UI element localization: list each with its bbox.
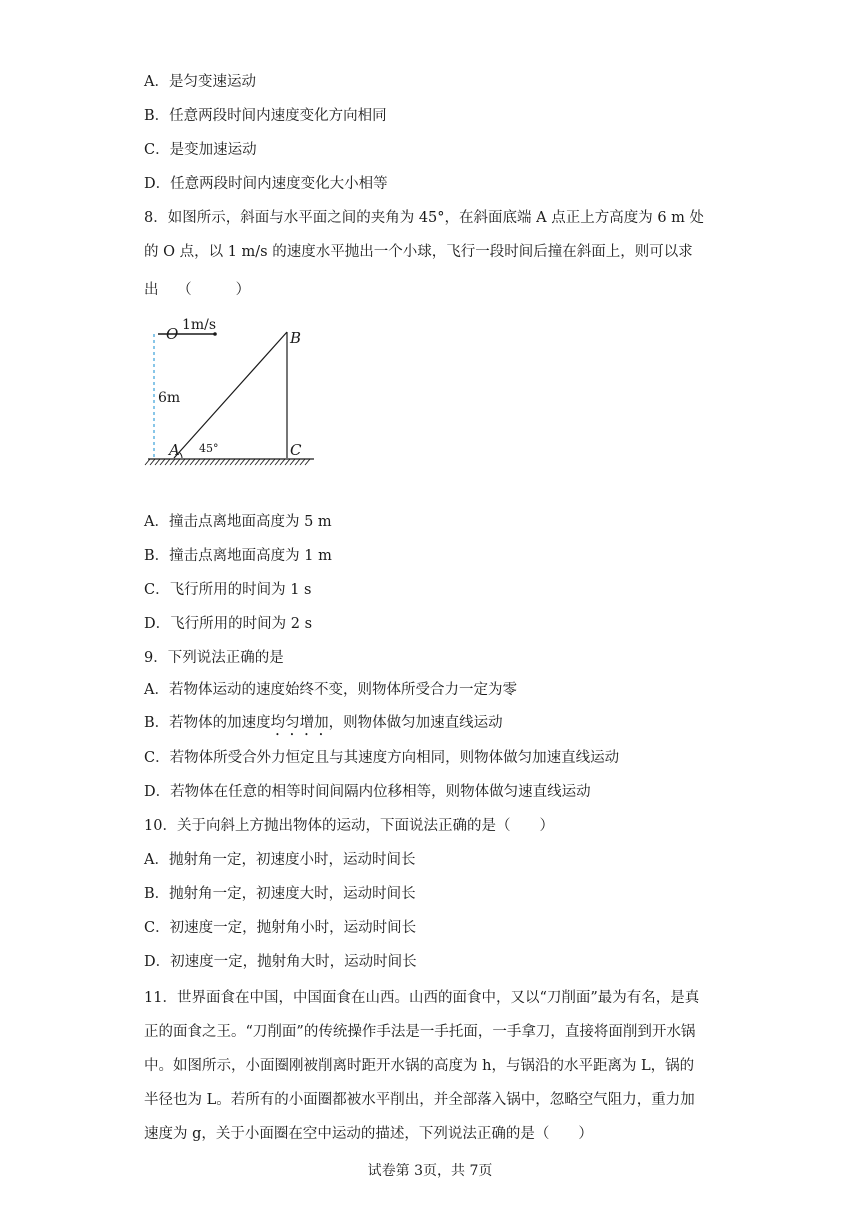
q10-option-b: B．抛射角一定，初速度大时，运动时间长: [144, 886, 416, 902]
answer-paren-open: （: [177, 282, 192, 298]
hatch-stroke: [205, 459, 210, 465]
ground-hatching: [145, 459, 310, 465]
q11-stem-line4: 半径也为 L。若所有的小面圈都被水平削出，并全部落入锅中，忽略空气阻力，重力加: [144, 1092, 695, 1108]
q9-option-b: [144, 713, 503, 739]
hatch-stroke: [285, 459, 290, 465]
hatch-stroke: [270, 459, 275, 465]
hatch-stroke: [295, 459, 300, 465]
q10-option-c: C．初速度一定，抛射角小时，运动时间长: [144, 920, 417, 936]
label-o: O: [166, 325, 179, 343]
q8-option-a: A．撞击点离地面高度为 5 m: [144, 514, 332, 530]
hatch-stroke: [165, 459, 170, 465]
hatch-stroke: [290, 459, 295, 465]
q9-option-a: A．若物体运动的速度始终不变，则物体所受合力一定为零: [144, 682, 517, 698]
hatch-stroke: [245, 459, 250, 465]
hatch-stroke: [210, 459, 215, 465]
q9-option-d: D．若物体在任意的相等时间间隔内位移相等，则物体做匀速直线运动: [144, 784, 591, 800]
incline-figure: [144, 312, 334, 472]
q8-stem-line1: 8．如图所示，斜面与水平面之间的夹角为 45°，在斜面底端 A 点正上方高度为 6 m 处: [144, 210, 705, 226]
q10-option-a: A．抛射角一定，初速度小时，运动时间长: [144, 852, 416, 868]
hatch-stroke: [220, 459, 225, 465]
page-footer: 试卷第 3页，共 7页: [367, 1163, 493, 1179]
q9-stem: 9．下列说法正确的是: [144, 650, 284, 666]
hatch-stroke: [230, 459, 235, 465]
q11-stem-line3: 中。如图所示，小面圈刚被削离时距开水锅的高度为 h，与锅沿的水平距离为 L，锅的: [144, 1058, 695, 1074]
q11-stem-line1: 11．世界面食在中国，中国面食在山西。山西的面食中，又以“刀削面”最为有名，是真: [144, 990, 700, 1006]
angle-arc: [180, 453, 183, 459]
hatch-stroke: [180, 459, 185, 465]
q7-option-c: C．是变加速运动: [144, 142, 257, 158]
hatch-stroke: [160, 459, 165, 465]
q11-stem-line2: 正的面食之王。“刀削面”的传统操作手法是一手托面，一手拿刀，直接将面削到开水锅: [144, 1024, 696, 1040]
hatch-stroke: [235, 459, 240, 465]
q7-option-d: D．任意两段时间内速度变化大小相等: [144, 176, 388, 192]
hatch-stroke: [145, 459, 150, 465]
label-height: 6m: [158, 390, 181, 406]
hatch-stroke: [215, 459, 220, 465]
label-b: B: [290, 329, 302, 347]
q11-stem-line5: 速度为 g，关于小面圈在空中运动的描述，下列说法正确的是（ ）: [144, 1126, 593, 1142]
q9-option-b-emphasis: 均匀增加: [270, 715, 329, 731]
answer-paren-close: ）: [235, 282, 251, 298]
q10-option-d: D．初速度一定，抛射角大时，运动时间长: [144, 954, 417, 970]
q8-stem-line2: 的 O 点，以 1 m/s 的速度水平抛出一个小球，飞行一段时间后撞在斜面上，则可以求: [144, 244, 693, 260]
hatch-stroke: [185, 459, 190, 465]
hatch-stroke: [150, 459, 155, 465]
q8-stem-line3: [144, 280, 250, 300]
label-angle: 45°: [199, 442, 219, 455]
hatch-stroke: [155, 459, 160, 465]
hatch-stroke: [170, 459, 175, 465]
label-a: A: [169, 441, 180, 459]
label-c: C: [290, 441, 302, 459]
incline-line: [174, 332, 287, 458]
q8-option-d: D．飞行所用的时间为 2 s: [144, 616, 313, 632]
q7-option-b: B．任意两段时间内速度变化方向相同: [144, 108, 387, 124]
q7-option-a: A．是匀变速运动: [144, 74, 256, 90]
hatch-stroke: [240, 459, 245, 465]
q8-option-b: B．撞击点离地面高度为 1 m: [144, 548, 332, 564]
q9-option-b-pre: B．若物体的加速度: [144, 715, 271, 731]
hatch-stroke: [250, 459, 255, 465]
hatch-stroke: [190, 459, 195, 465]
hatch-stroke: [200, 459, 205, 465]
hatch-stroke: [225, 459, 230, 465]
q8-stem-text: 出: [144, 282, 159, 298]
q9-option-b-post: ，则物体做匀加速直线运动: [328, 715, 503, 731]
hatch-stroke: [260, 459, 265, 465]
hatch-stroke: [195, 459, 200, 465]
hatch-stroke: [255, 459, 260, 465]
label-speed: 1m/s: [182, 317, 217, 333]
hatch-stroke: [275, 459, 280, 465]
hatch-stroke: [175, 459, 180, 465]
hatch-stroke: [300, 459, 305, 465]
hatch-stroke: [265, 459, 270, 465]
q9-option-c: C．若物体所受合外力恒定且与其速度方向相同，则物体做匀加速直线运动: [144, 750, 620, 766]
hatch-stroke: [280, 459, 285, 465]
hatch-stroke: [305, 459, 310, 465]
q10-stem: 10．关于向斜上方抛出物体的运动，下面说法正确的是（ ）: [144, 818, 554, 834]
q8-option-c: C．飞行所用的时间为 1 s: [144, 582, 312, 598]
